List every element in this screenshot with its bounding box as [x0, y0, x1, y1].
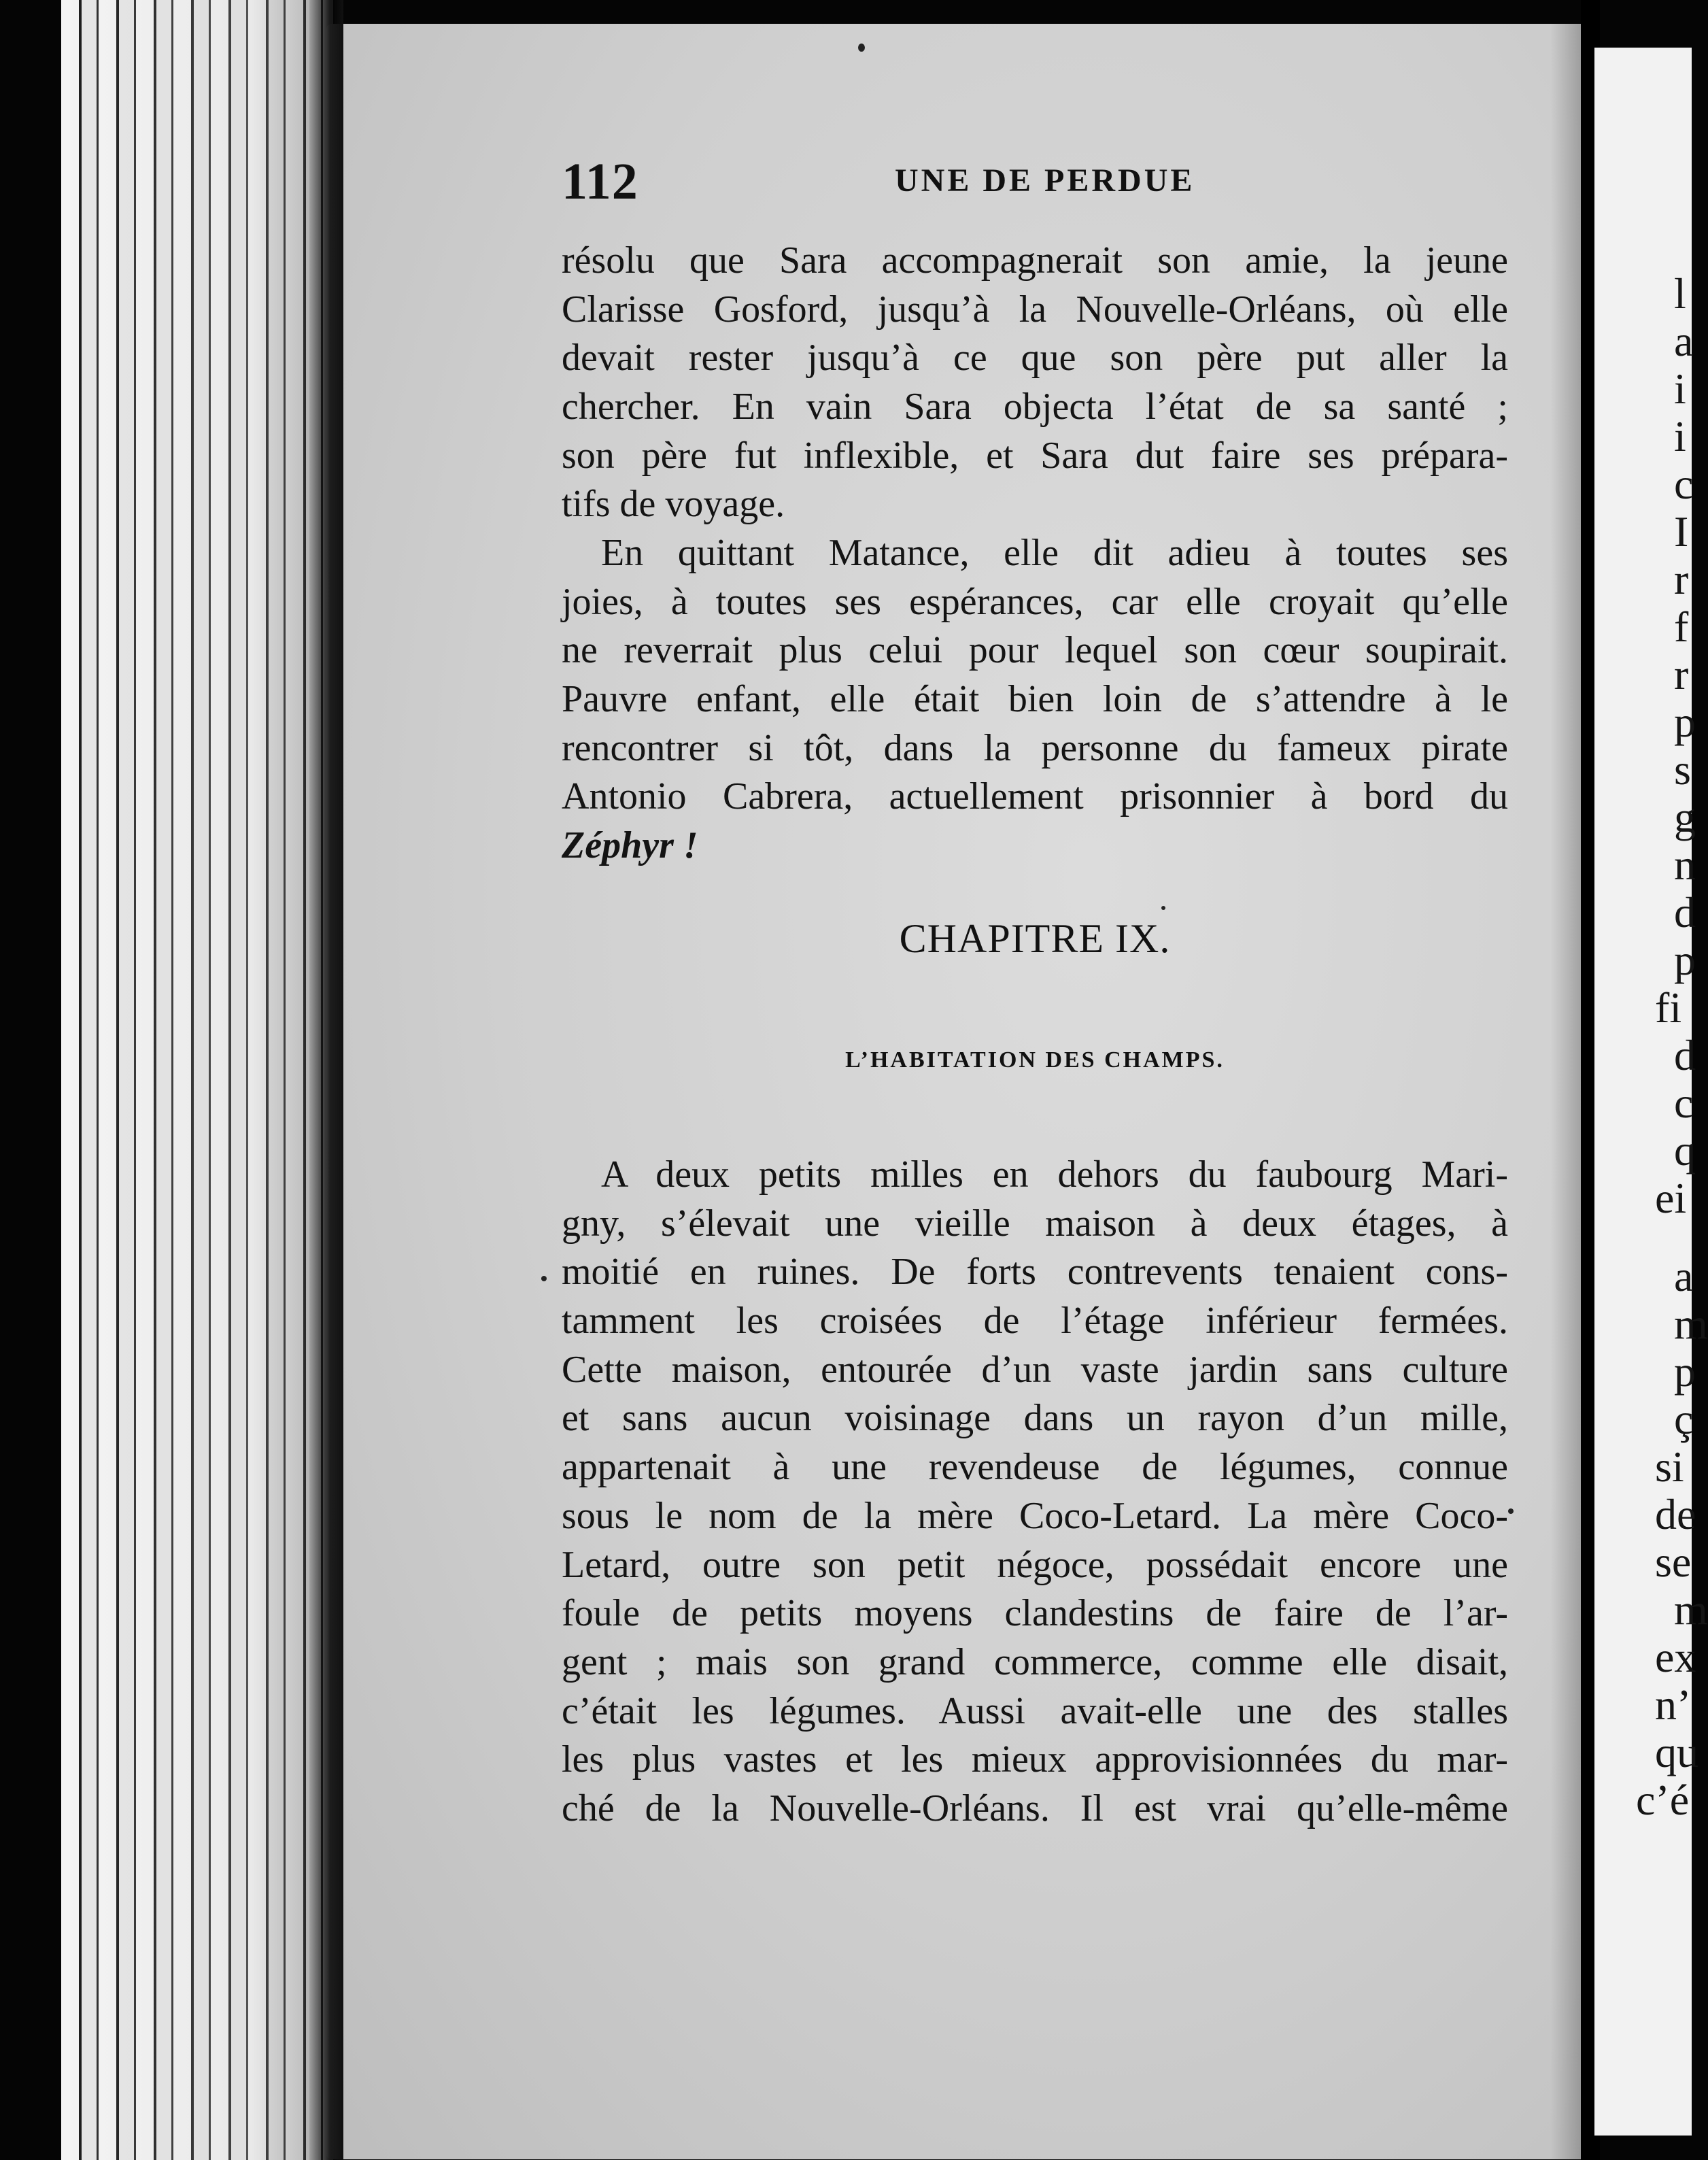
next-page-fragment: p	[1674, 1347, 1696, 1396]
text-line: Antonio Cabrera, actuellement prisonnier à bord du	[562, 775, 1508, 818]
next-page-fragment: se	[1655, 1538, 1692, 1586]
text-line: Cette maison, entourée d’un vaste jardin sans culture	[562, 1348, 1508, 1391]
running-head	[562, 152, 1507, 210]
text-line: résolu que Sara accompagnerait son amie, la jeune	[562, 239, 1508, 282]
text-line: tifs de voyage.	[562, 483, 785, 526]
next-page-fragment: c	[1674, 1079, 1694, 1127]
text-line: ché de la Nouvelle-Orléans. Il est vrai qu’elle-même	[562, 1787, 1508, 1829]
text-line: En quittant Matance, elle dit adieu à toutes ses	[601, 532, 1508, 574]
text-line: Letard, outre son petit négoce, possédait encore une	[562, 1543, 1508, 1586]
text-line: appartenait à une revendeuse de légumes, connue	[562, 1446, 1508, 1489]
chapter-title: CHAPITRE IX.	[899, 916, 1171, 961]
page-number: 112	[562, 153, 638, 210]
text-line: chercher. En vain Sara objecta l’état de sa santé ;	[562, 386, 1508, 428]
text-line: son père fut inflexible, et Sara dut faire ses prépara-	[562, 434, 1508, 477]
next-page-fragment: qu	[1655, 1728, 1698, 1776]
next-page-fragment: i	[1674, 412, 1686, 460]
next-page-fragment: d	[1674, 1031, 1696, 1079]
next-page-fragment: r	[1674, 650, 1689, 698]
next-page-fragment: de	[1655, 1490, 1696, 1538]
next-page-fragment: c’é	[1636, 1776, 1690, 1824]
text-line: tamment les croisées de l’étage inférieur fermées.	[562, 1300, 1508, 1343]
paragraph-continued	[562, 237, 1508, 529]
next-page-fragment: c	[1674, 460, 1694, 508]
text-line: rencontrer si tôt, dans la personne du fameux pirate	[562, 726, 1508, 769]
text-line: gny, s’élevait une vieille maison à deux étages, à	[562, 1202, 1508, 1245]
next-page-fragment: a	[1674, 317, 1694, 365]
next-page-fragment: n’	[1655, 1681, 1692, 1729]
next-page-fragment: a	[1674, 1252, 1694, 1300]
gutter-shadow	[309, 0, 343, 2160]
text-line: foule de petits moyens clandestins de faire de l’ar-	[562, 1592, 1508, 1635]
next-page-fragment: i	[1674, 365, 1686, 413]
next-page-fragment: ex	[1655, 1633, 1696, 1681]
ink-speck	[1508, 1508, 1514, 1514]
page-edges-shading	[61, 0, 333, 2160]
ink-speck	[1161, 906, 1165, 910]
ink-speck	[541, 1276, 547, 1281]
next-page-fragment: s	[1674, 745, 1691, 794]
paragraph-chapter-opening	[562, 1151, 1508, 1834]
next-page-fragment: p	[1674, 698, 1696, 746]
next-page-fragment: p	[1674, 936, 1696, 984]
next-page-fragment: d	[1674, 888, 1696, 936]
next-page-fragment: n	[1674, 841, 1696, 889]
running-title: UNE DE PERDUE	[895, 163, 1195, 199]
ink-speck	[858, 44, 865, 52]
paragraph-departure	[562, 529, 1508, 871]
next-page-fragment: fi	[1655, 983, 1682, 1032]
text-line: ne reverrait plus celui pour lequel son cœur soupirait.	[562, 629, 1508, 672]
next-page-fragment: f	[1674, 603, 1689, 651]
next-page-fragment: r	[1674, 555, 1689, 603]
next-page-fragment: I	[1674, 507, 1689, 556]
text-line: c’était les légumes. Aussi avait-elle une des stalles	[562, 1689, 1508, 1732]
text-line: joies, à toutes ses espérances, car elle croyait qu’elle	[562, 580, 1508, 623]
text-line: sous le nom de la mère Coco-Letard. La mère Coco-	[562, 1494, 1508, 1537]
text-line: Clarisse Gosford, jusqu’à la Nouvelle-Orléans, où elle	[562, 288, 1508, 331]
next-page-fragment: q	[1674, 1126, 1696, 1175]
text-line: moitié en ruines. De forts contrevents tenaient cons-	[562, 1251, 1508, 1294]
next-page-fragment: si	[1655, 1442, 1684, 1491]
text-line: les plus vastes et les mieux approvisionnées du mar-	[562, 1738, 1508, 1781]
next-page-fragment: ei	[1655, 1174, 1687, 1222]
ship-name: Zéphyr !	[562, 824, 698, 867]
next-page-fragment: g	[1674, 793, 1696, 841]
chapter-subtitle: L’HABITATION DES CHAMPS.	[845, 1047, 1225, 1073]
text-line: devait rester jusqu’à ce que son père put aller la	[562, 337, 1508, 379]
next-page-fragment: m	[1674, 1300, 1708, 1348]
next-page-fragment: l	[1674, 269, 1686, 318]
text-line: et sans aucun voisinage dans un rayon d’un mille,	[562, 1397, 1508, 1440]
next-page-fragment: ç	[1674, 1395, 1694, 1443]
text-line: A deux petits milles en dehors du faubourg Mari-	[601, 1153, 1508, 1196]
next-page-fragment: m	[1674, 1585, 1708, 1634]
text-line: gent ; mais son grand commerce, comme elle disait,	[562, 1640, 1508, 1683]
text-line: Pauvre enfant, elle était bien loin de s’attendre à le	[562, 678, 1508, 721]
